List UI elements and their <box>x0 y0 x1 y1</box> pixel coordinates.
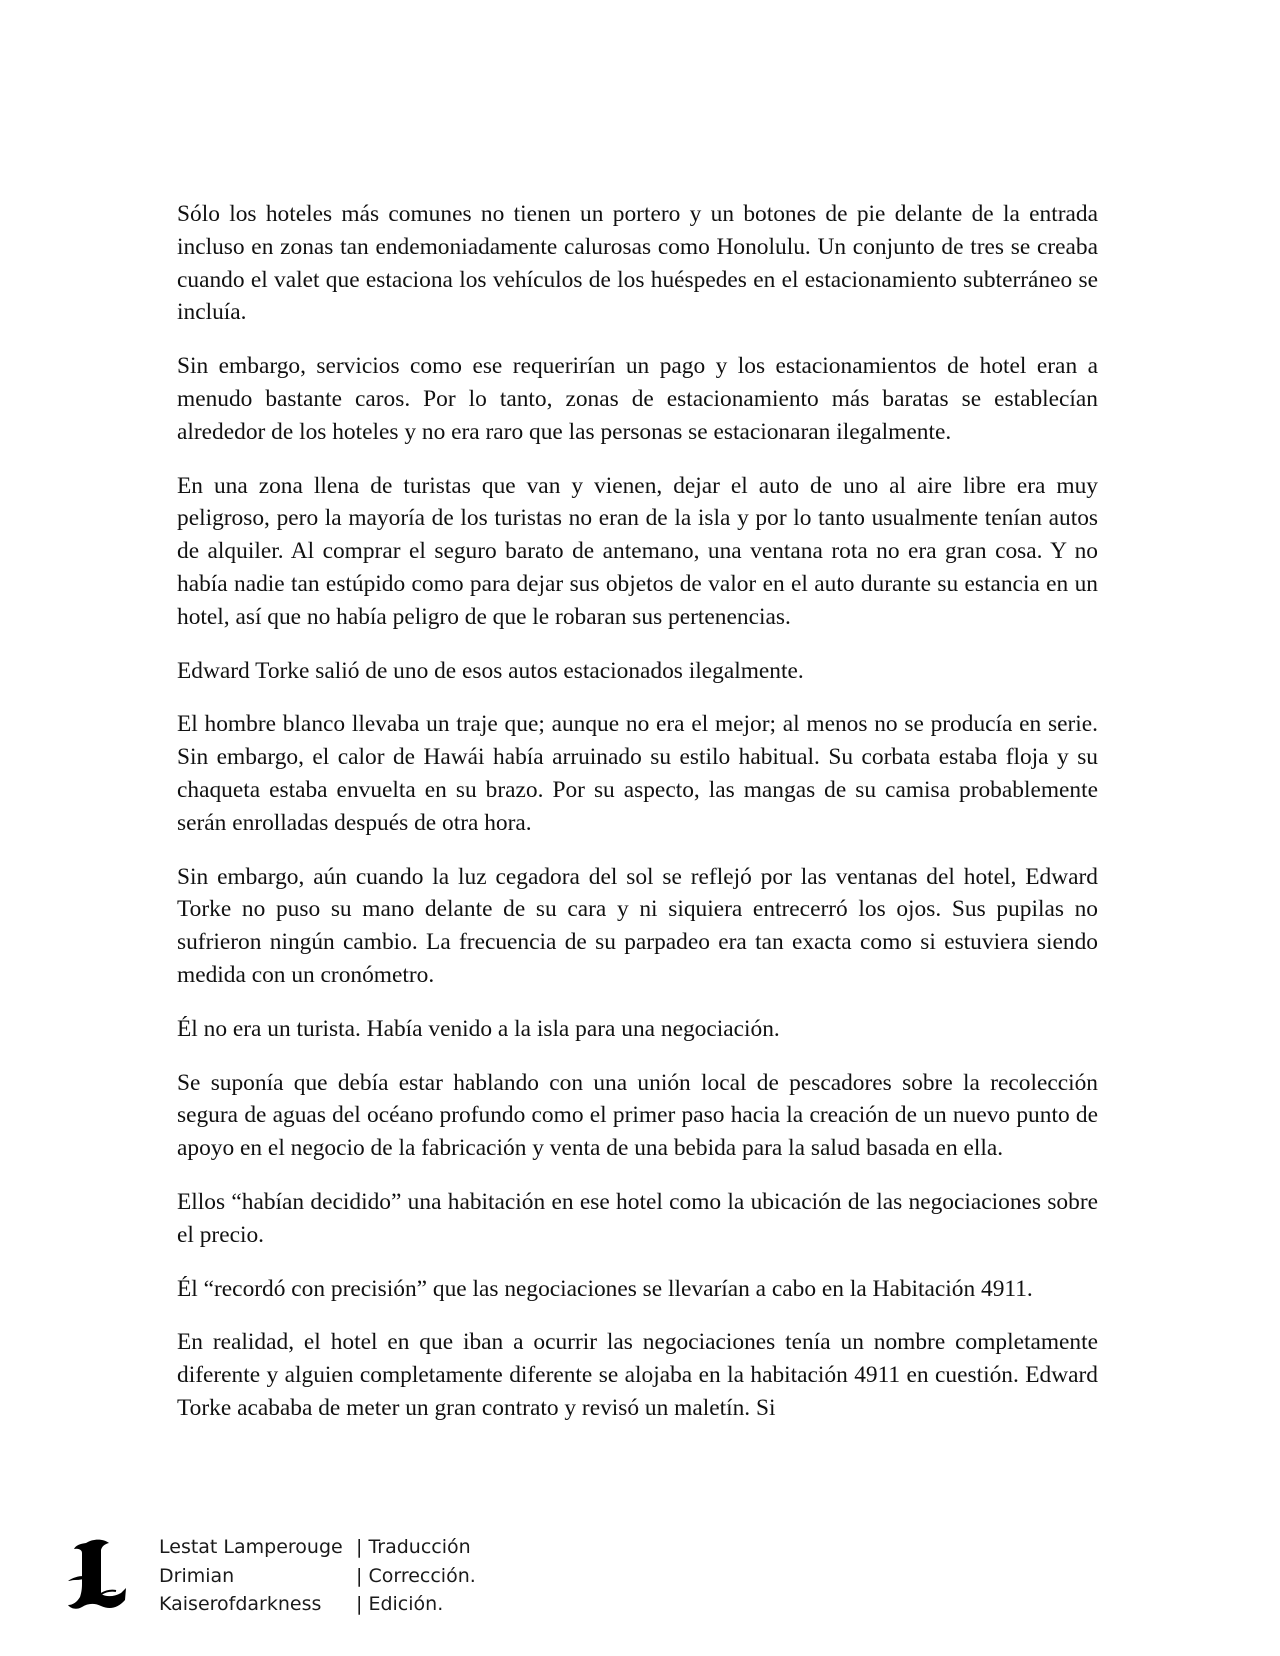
credit-role: | Corrección. <box>356 1562 476 1591</box>
gothic-letter-l-logo-icon <box>66 1537 130 1613</box>
credit-role: | Traducción <box>356 1533 471 1562</box>
paragraph: Él “recordó con precisión” que las negociaciones se llevarían a cabo en la Habitación 4911. <box>177 1275 1033 1302</box>
paragraph: En una zona llena de turistas que van y vienen, dejar el auto de uno al aire libre era muy peligroso, pero la mayoría de los turistas no eran de la isla y por lo tanto usualmente tenían autos de alquiler. Al comprar el seguro barato de antemano, una ventana rota no era gran cosa. Y no había nadie tan estúpido como para dejar sus objetos de valor en el auto durante su estancia en un hotel, así que no había peligro de que le robaran sus pertenencias. <box>177 472 1098 630</box>
paragraph: Él no era un turista. Había venido a la isla para una negociación. <box>177 1015 780 1042</box>
paragraph: Sin embargo, aún cuando la luz cegadora del sol se reflejó por las ventanas del hotel, Edward Torke no puso su mano delante de su cara y ni siquiera entrecerró los ojos. Sus pupilas no sufrieron ningún cambio. La frecuencia de su parpadeo era tan exacta como si estuviera siendo medida con un cronómetro. <box>177 863 1098 988</box>
credits-list <box>159 1533 476 1619</box>
paragraph: Sin embargo, servicios como ese requerirían un pago y los estacionamientos de hotel eran a menudo bastante caros. Por lo tanto, zonas de estacionamiento más baratas se establecían alrededor de los hoteles y no era raro que las personas se estacionaran ilegalmente. <box>177 353 1098 445</box>
paragraph: El hombre blanco llevaba un traje que; aunque no era el mejor; al menos no se producía en serie. Sin embargo, el calor de Hawái había arruinado su estilo habitual. Su corbata estaba floja y su chaqueta estaba envuelta en su brazo. Por su aspecto, las mangas de su camisa probablemente serán enrolladas después de otra hora. <box>177 711 1098 836</box>
paragraph: Sólo los hoteles más comunes no tienen un portero y un botones de pie delante de la entrada incluso en zonas tan endemoniadamente calurosas como Honolulu. Un conjunto de tres se creaba cuando el valet que estaciona los vehículos de los huéspedes en el estacionamiento subterráneo se incluía. <box>177 201 1098 326</box>
paragraph: Edward Torke salió de uno de esos autos estacionados ilegalmente. <box>177 657 804 684</box>
credit-role: | Edición. <box>356 1590 443 1619</box>
paragraph: Se suponía que debía estar hablando con una unión local de pescadores sobre la recolección segura de aguas del océano profundo como el primer paso hacia la creación de un nuevo punto de apoyo en el negocio de la fabricación y venta de una bebida para la salud basada en ella. <box>177 1069 1098 1162</box>
paragraph: En realidad, el hotel en que iban a ocurrir las negociaciones tenía un nombre completamente diferente y alguien completamente diferente se alojaba en la habitación 4911 en cuestión. Edward Torke acababa de meter un gran contrato y revisó un maletín. Si <box>177 1329 1098 1421</box>
credit-name: Lestat Lamperouge <box>159 1536 343 1558</box>
credit-row <box>159 1562 476 1591</box>
credit-name: Drimian <box>159 1564 235 1587</box>
credit-name: Kaiserofdarkness <box>159 1593 322 1615</box>
credit-row <box>159 1590 476 1619</box>
credit-row <box>159 1533 476 1562</box>
paragraph: Ellos “habían decidido” una habitación en ese hotel como la ubicación de las negociaciones sobre el precio. <box>177 1188 1098 1248</box>
page-body <box>177 198 1098 1446</box>
